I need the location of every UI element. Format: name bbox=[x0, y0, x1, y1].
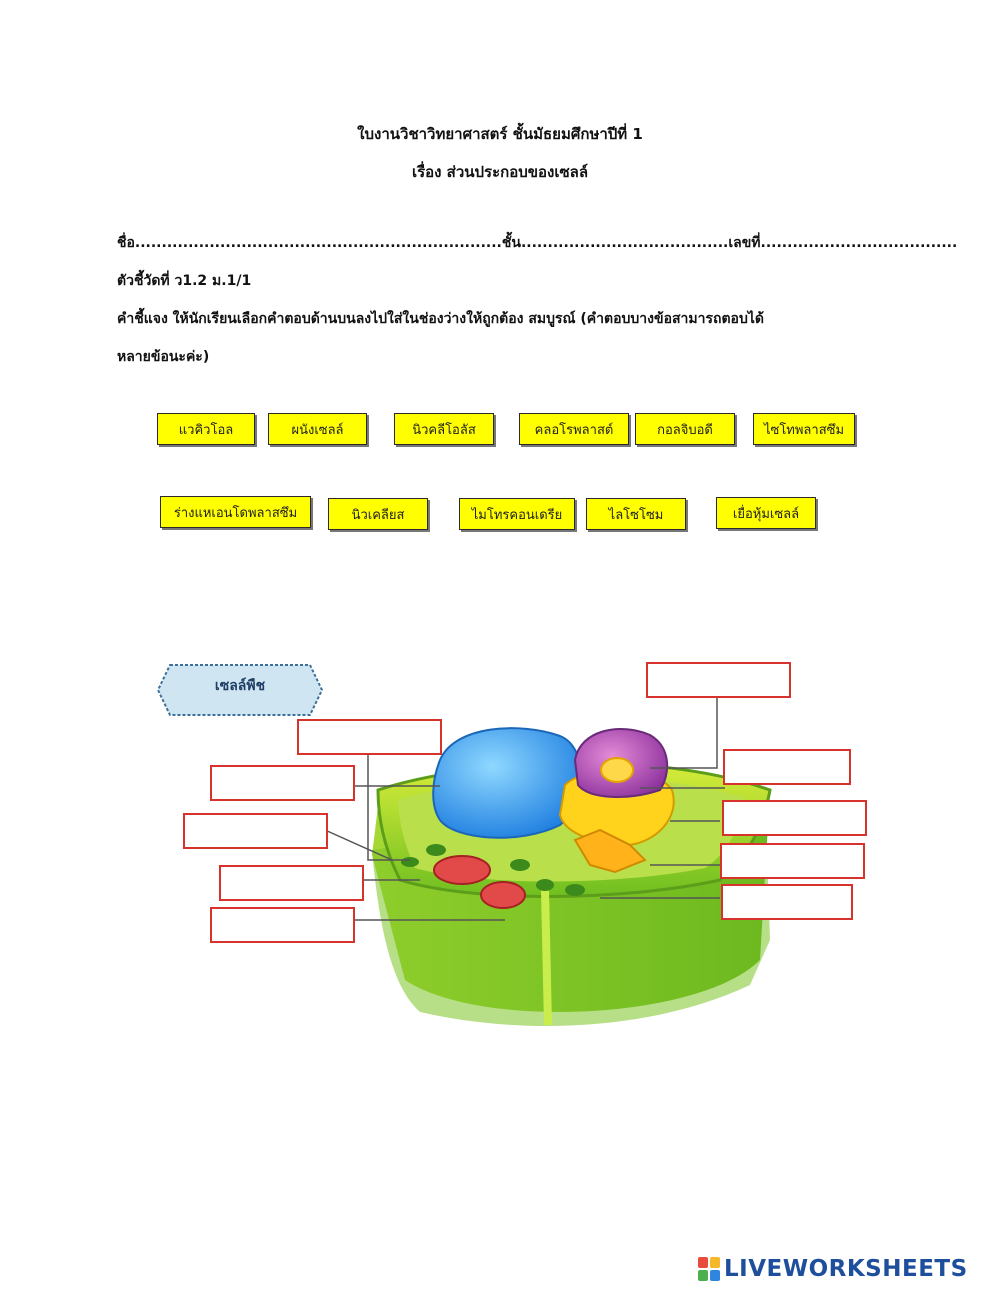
brand-name: LIVEWORKSHEETS bbox=[724, 1256, 968, 1282]
indicator-text: ตัวชี้วัดที่ ว1.2 ม.1/1 bbox=[117, 273, 252, 289]
answer-box-3[interactable] bbox=[183, 813, 328, 849]
liveworksheets-icon bbox=[698, 1257, 720, 1281]
word-golgi-body[interactable]: กอลจิบอดี bbox=[635, 413, 735, 445]
word-chloroplast[interactable]: คลอโรพลาสต์ bbox=[519, 413, 629, 445]
word-cell-wall[interactable]: ผนังเซลล์ bbox=[268, 413, 367, 445]
word-vacuole[interactable]: แวคิวโอล bbox=[157, 413, 255, 445]
worksheet-subtitle: เรื่อง ส่วนประกอบของเซลล์ bbox=[411, 163, 589, 181]
answer-box-7[interactable] bbox=[723, 749, 851, 785]
liveworksheets-logo bbox=[698, 1255, 968, 1283]
answer-box-10[interactable] bbox=[721, 884, 853, 920]
worksheet-title: ใบงานวิชาวิทยาศาสตร์ ชั้นมัธยมศึกษาปีที่ 1 bbox=[357, 125, 643, 143]
word-endoplasmic-reticulum[interactable]: ร่างแหเอนโดพลาสซึม bbox=[160, 496, 311, 528]
answer-box-6[interactable] bbox=[646, 662, 791, 698]
answer-box-8[interactable] bbox=[722, 800, 867, 836]
answer-box-4[interactable] bbox=[219, 865, 364, 901]
word-cytoplasm[interactable]: ไซโทพลาสซึม bbox=[753, 413, 855, 445]
vacuole-shape bbox=[433, 728, 580, 838]
nucleus-shape bbox=[575, 729, 667, 797]
word-nucleolus[interactable]: นิวคลีโอลัส bbox=[394, 413, 494, 445]
answer-box-9[interactable] bbox=[720, 843, 865, 879]
word-cell-membrane[interactable]: เยื่อหุ้มเซลล์ bbox=[716, 497, 816, 529]
instruction-line-1: คำชี้แจง ให้นักเรียนเลือกคำตอบด้านบนลงไปใส่ในช่องว่างให้ถูกต้อง สมบูรณ์ (คำตอบบางข้อสามารถตอบได้ bbox=[117, 311, 764, 327]
word-mitochondria[interactable]: ไมโทรคอนเดรีย bbox=[459, 498, 575, 530]
word-nucleus[interactable]: นิวเคลียส bbox=[328, 498, 428, 530]
plant-cell-title: เซลล์พืช bbox=[214, 678, 266, 694]
instruction-line-2: หลายข้อนะค่ะ) bbox=[117, 349, 210, 365]
student-info-line: ชื่อ.....................................................................ชั้น.......................................เลขที่..................................... bbox=[117, 235, 958, 251]
word-lysosome[interactable]: ไลโซโซม bbox=[586, 498, 686, 530]
answer-box-2[interactable] bbox=[210, 765, 355, 801]
answer-box-1[interactable] bbox=[297, 719, 442, 755]
answer-box-5[interactable] bbox=[210, 907, 355, 943]
